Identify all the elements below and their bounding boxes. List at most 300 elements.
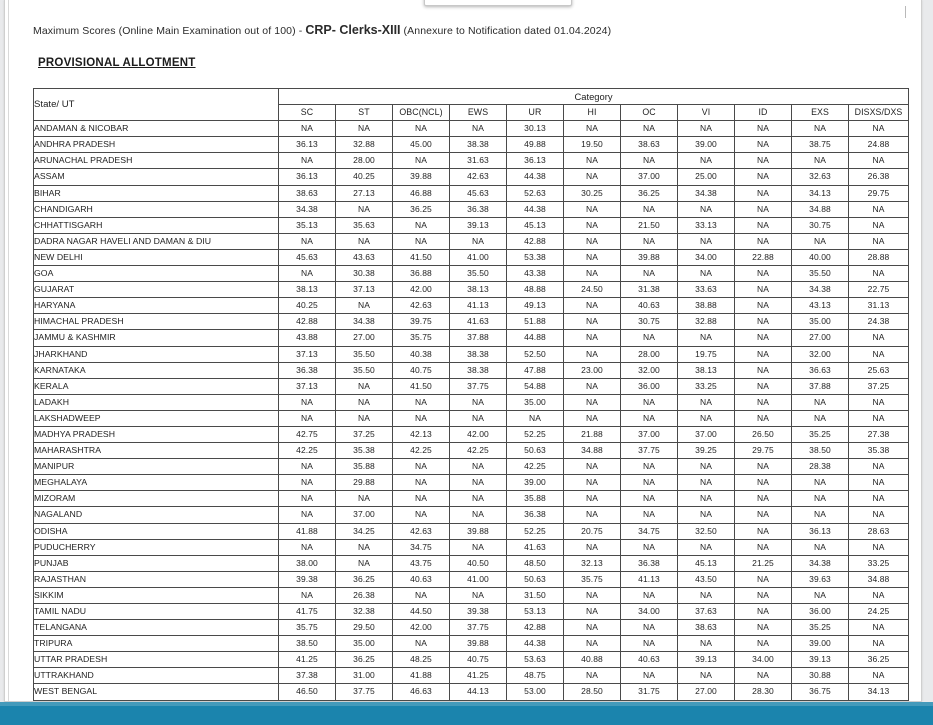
score-cell: NA [393,153,450,169]
score-cell: 42.25 [279,443,336,459]
score-cell: 28.38 [792,459,849,475]
table-row [34,426,909,442]
document-page [4,0,922,702]
table-row [34,507,909,523]
score-cell: 28.63 [849,523,909,539]
score-cell: 34.13 [849,684,909,700]
score-cell: 40.50 [450,555,507,571]
table-row [34,378,909,394]
score-cell: NA [792,507,849,523]
score-cell: 34.38 [792,282,849,298]
state-name-cell: PUDUCHERRY [34,539,279,555]
page-title: PROVISIONAL ALLOTMENT [38,57,196,69]
header-col-ur: UR [507,105,564,121]
score-cell: 32.63 [792,169,849,185]
score-cell: NA [393,394,450,410]
score-cell: NA [279,459,336,475]
table-row [34,346,909,362]
score-cell: 48.88 [507,282,564,298]
score-cell: NA [450,491,507,507]
score-cell: NA [849,201,909,217]
score-cell: 33.13 [678,217,735,233]
score-cell: 42.63 [393,298,450,314]
table-row [34,668,909,684]
score-cell: 40.25 [336,169,393,185]
score-table-container [33,88,906,701]
score-cell: NA [735,233,792,249]
score-cell: 34.00 [621,604,678,620]
score-cell: 28.50 [564,684,621,700]
score-cell: 30.13 [507,121,564,137]
score-cell: 34.13 [792,185,849,201]
score-cell: NA [279,475,336,491]
score-cell: 24.38 [849,314,909,330]
score-cell: 35.88 [507,491,564,507]
page-left-gutter [5,0,9,702]
score-cell: 30.25 [564,185,621,201]
state-name-cell: LADAKH [34,394,279,410]
state-name-cell: TRIPURA [34,636,279,652]
score-cell: 36.25 [336,652,393,668]
score-cell: NA [564,346,621,362]
score-cell: NA [678,507,735,523]
score-cell: 44.38 [507,636,564,652]
score-cell: NA [393,475,450,491]
score-cell: NA [621,491,678,507]
score-cell: 38.13 [450,282,507,298]
score-cell: 35.75 [279,620,336,636]
score-cell: NA [792,153,849,169]
score-cell: 25.00 [678,169,735,185]
score-cell: 36.38 [450,201,507,217]
score-cell: 40.63 [621,298,678,314]
table-row [34,233,909,249]
state-name-cell: TAMIL NADU [34,604,279,620]
score-cell: 48.75 [507,668,564,684]
score-cell: 39.13 [450,217,507,233]
score-cell: 43.75 [393,555,450,571]
score-cell: 36.38 [279,362,336,378]
score-cell: 36.25 [621,185,678,201]
heading-exam-title: CRP- Clerks-XIII [305,23,401,37]
score-cell: 40.00 [792,249,849,265]
state-name-cell: NAGALAND [34,507,279,523]
score-cell: 41.88 [279,523,336,539]
score-cell: 40.63 [393,571,450,587]
score-cell: 32.00 [621,362,678,378]
state-name-cell: CHHATTISGARH [34,217,279,233]
score-cell: 29.88 [336,475,393,491]
table-row [34,362,909,378]
score-cell: 34.88 [792,201,849,217]
table-row [34,636,909,652]
score-cell: 38.38 [450,137,507,153]
heading-prefix: Maximum Scores (Online Main Examination out of 100) - [33,25,306,37]
score-cell: NA [393,121,450,137]
score-cell: 36.25 [336,571,393,587]
score-cell: 49.88 [507,137,564,153]
score-cell: 45.63 [450,185,507,201]
score-cell: 34.75 [393,539,450,555]
score-cell: 33.25 [678,378,735,394]
header-col-hi: HI [564,105,621,121]
score-cell: 44.38 [507,169,564,185]
score-cell: NA [735,314,792,330]
score-cell: NA [336,394,393,410]
score-cell: 34.75 [621,523,678,539]
score-cell: 26.50 [735,426,792,442]
score-cell: NA [735,217,792,233]
table-row [34,410,909,426]
score-cell: NA [336,298,393,314]
score-cell: NA [336,539,393,555]
score-cell: 27.00 [678,684,735,700]
score-cell: 37.25 [336,426,393,442]
score-cell: NA [735,636,792,652]
score-cell: 26.38 [849,169,909,185]
score-table-body [34,121,909,700]
score-cell: NA [564,394,621,410]
score-cell: 34.25 [336,523,393,539]
score-cell: 38.88 [678,298,735,314]
score-cell: 21.50 [621,217,678,233]
score-cell: 37.75 [450,378,507,394]
state-name-cell: ODISHA [34,523,279,539]
score-cell: 37.00 [621,426,678,442]
score-cell: NA [678,491,735,507]
score-cell: 42.00 [393,282,450,298]
score-cell: 34.38 [678,185,735,201]
score-cell: 37.13 [336,282,393,298]
table-row [34,652,909,668]
score-cell: 44.13 [450,684,507,700]
score-cell: 30.75 [621,314,678,330]
score-cell: 30.88 [792,668,849,684]
score-cell: 42.13 [393,426,450,442]
score-cell: 38.63 [279,185,336,201]
score-cell: NA [621,394,678,410]
score-cell: 32.13 [564,555,621,571]
score-cell: 35.50 [336,346,393,362]
score-cell: NA [564,507,621,523]
score-cell: NA [564,410,621,426]
score-cell: 39.00 [678,137,735,153]
score-cell: 28.00 [336,153,393,169]
score-cell: 35.63 [336,217,393,233]
state-name-cell: WEST BENGAL [34,684,279,700]
score-cell: NA [564,233,621,249]
score-cell: 37.38 [279,668,336,684]
header-col-ews: EWS [450,105,507,121]
score-cell: 21.88 [564,426,621,442]
score-cell: 42.25 [450,443,507,459]
score-cell: 36.63 [792,362,849,378]
score-cell: 40.75 [450,652,507,668]
score-cell: 19.75 [678,346,735,362]
score-cell: 41.13 [621,571,678,587]
score-cell: NA [735,362,792,378]
table-row [34,185,909,201]
state-name-cell: PUNJAB [34,555,279,571]
score-cell: NA [678,459,735,475]
state-name-cell: UTTAR PRADESH [34,652,279,668]
score-cell: 26.38 [336,587,393,603]
score-cell: 38.38 [450,346,507,362]
score-cell: NA [393,217,450,233]
score-cell: 32.38 [336,604,393,620]
score-cell: NA [564,620,621,636]
state-name-cell: TELANGANA [34,620,279,636]
score-cell: 27.38 [849,426,909,442]
score-cell: 41.50 [393,378,450,394]
score-cell: 45.13 [507,217,564,233]
score-cell: 45.13 [678,555,735,571]
score-cell: NA [279,507,336,523]
score-cell: NA [678,153,735,169]
score-cell: NA [336,121,393,137]
score-cell: 27.00 [792,330,849,346]
score-cell: 35.75 [393,330,450,346]
table-row [34,539,909,555]
heading-suffix: (Annexure to Notification dated 01.04.2024) [400,25,612,37]
score-cell: NA [849,491,909,507]
score-cell: 35.50 [792,266,849,282]
score-cell: NA [735,507,792,523]
score-cell: 30.38 [336,266,393,282]
score-cell: NA [450,507,507,523]
score-cell: 39.38 [450,604,507,620]
score-cell: NA [735,266,792,282]
score-cell: 36.25 [849,652,909,668]
score-cell: 40.38 [393,346,450,362]
score-cell: 53.13 [507,604,564,620]
header-col-oc: OC [621,105,678,121]
score-cell: 42.25 [393,443,450,459]
score-cell: NA [621,507,678,523]
score-cell: NA [678,330,735,346]
table-row [34,137,909,153]
header-row-category [34,89,909,105]
score-cell: NA [849,330,909,346]
score-cell: NA [849,394,909,410]
score-cell: 53.63 [507,652,564,668]
score-cell: NA [849,475,909,491]
score-cell: 52.50 [507,346,564,362]
score-cell: 48.50 [507,555,564,571]
score-cell: 37.00 [678,426,735,442]
score-cell: 50.63 [507,443,564,459]
table-row [34,587,909,603]
score-cell: NA [279,121,336,137]
score-cell: 27.13 [336,185,393,201]
table-row [34,217,909,233]
score-cell: NA [849,266,909,282]
score-cell: NA [678,233,735,249]
score-cell: NA [792,587,849,603]
score-cell: NA [678,587,735,603]
score-cell: 41.50 [393,249,450,265]
state-name-cell: DADRA NAGAR HAVELI AND DAMAN & DIU [34,233,279,249]
score-cell: NA [564,636,621,652]
score-cell: 39.88 [450,523,507,539]
score-cell: NA [792,121,849,137]
score-table [33,88,909,701]
score-cell: 39.13 [678,652,735,668]
table-row [34,266,909,282]
score-cell: 41.00 [450,249,507,265]
score-cell: NA [336,233,393,249]
score-cell: 39.88 [393,169,450,185]
score-cell: NA [678,475,735,491]
state-name-cell: SIKKIM [34,587,279,603]
score-cell: 53.38 [507,249,564,265]
score-cell: NA [393,459,450,475]
score-cell: 29.75 [735,443,792,459]
score-cell: 42.00 [393,620,450,636]
score-cell: NA [792,475,849,491]
score-cell: NA [450,121,507,137]
table-row [34,153,909,169]
table-row [34,201,909,217]
score-cell: 35.38 [849,443,909,459]
header-col-sc: SC [279,105,336,121]
score-cell: 42.88 [279,314,336,330]
score-cell: 34.88 [849,571,909,587]
state-name-cell: CHANDIGARH [34,201,279,217]
score-cell: NA [849,587,909,603]
score-cell: 36.88 [393,266,450,282]
score-cell: NA [735,298,792,314]
score-cell: 50.63 [507,571,564,587]
score-cell: NA [393,636,450,652]
score-cell: NA [621,587,678,603]
score-cell: 44.50 [393,604,450,620]
score-cell: 35.75 [564,571,621,587]
score-cell: 42.88 [507,620,564,636]
score-cell: 30.75 [792,217,849,233]
header-category: Category [279,89,909,105]
score-cell: 46.50 [279,684,336,700]
score-cell: 36.13 [507,153,564,169]
state-name-cell: UTTRAKHAND [34,668,279,684]
score-cell: NA [450,459,507,475]
score-cell: 38.50 [279,636,336,652]
score-cell: 32.00 [792,346,849,362]
score-cell: NA [279,233,336,249]
table-row [34,475,909,491]
score-cell: 36.13 [279,169,336,185]
state-name-cell: GOA [34,266,279,282]
score-cell: NA [393,233,450,249]
floating-toolbar[interactable] [424,0,572,6]
score-cell: NA [621,410,678,426]
table-row [34,394,909,410]
table-row [34,555,909,571]
score-cell: NA [564,298,621,314]
score-cell: 35.00 [507,394,564,410]
score-cell: NA [849,233,909,249]
table-row [34,571,909,587]
state-name-cell: HIMACHAL PRADESH [34,314,279,330]
state-name-cell: ARUNACHAL PRADESH [34,153,279,169]
score-cell: 37.75 [450,620,507,636]
score-cell: 24.25 [849,604,909,620]
score-cell: NA [336,410,393,426]
score-cell: NA [336,378,393,394]
score-cell: NA [450,475,507,491]
score-cell: 52.25 [507,523,564,539]
score-cell: NA [792,539,849,555]
score-cell: 34.00 [735,652,792,668]
score-cell: NA [735,282,792,298]
score-cell: NA [279,394,336,410]
score-cell: NA [678,266,735,282]
score-cell: 32.50 [678,523,735,539]
score-cell: 28.30 [735,684,792,700]
score-cell: NA [450,410,507,426]
state-name-cell: MEGHALAYA [34,475,279,491]
score-cell: 42.63 [393,523,450,539]
score-cell: NA [849,459,909,475]
page-tick-mark [905,6,906,18]
score-cell: 31.75 [621,684,678,700]
score-cell: 37.00 [336,507,393,523]
score-cell: 48.25 [393,652,450,668]
score-cell: 43.50 [678,571,735,587]
score-cell: 37.75 [336,684,393,700]
score-cell: NA [564,491,621,507]
score-cell: 40.88 [564,652,621,668]
table-row [34,459,909,475]
score-cell: NA [621,121,678,137]
score-cell: 37.00 [621,169,678,185]
score-cell: NA [735,475,792,491]
score-cell: NA [564,378,621,394]
score-cell: 28.00 [621,346,678,362]
score-cell: 47.88 [507,362,564,378]
score-cell: NA [279,539,336,555]
table-row [34,443,909,459]
state-name-cell: GUJARAT [34,282,279,298]
score-cell: 42.25 [507,459,564,475]
table-row [34,604,909,620]
score-cell: 41.00 [450,571,507,587]
score-cell: 32.88 [336,137,393,153]
score-cell: 38.38 [450,362,507,378]
score-cell: 31.38 [621,282,678,298]
score-cell: NA [564,169,621,185]
score-cell: NA [735,410,792,426]
score-cell: 46.63 [393,684,450,700]
score-cell: 51.88 [507,314,564,330]
score-cell: 35.50 [450,266,507,282]
score-cell: NA [621,459,678,475]
state-name-cell: JAMMU & KASHMIR [34,330,279,346]
score-cell: NA [621,620,678,636]
score-cell: 33.63 [678,282,735,298]
score-cell: NA [279,587,336,603]
score-cell: 39.00 [792,636,849,652]
score-cell: NA [849,620,909,636]
score-cell: 40.63 [621,652,678,668]
score-cell: 25.63 [849,362,909,378]
score-cell: NA [849,410,909,426]
score-cell: NA [678,201,735,217]
score-cell: 44.38 [507,201,564,217]
table-row [34,491,909,507]
score-cell: NA [678,636,735,652]
table-row [34,282,909,298]
